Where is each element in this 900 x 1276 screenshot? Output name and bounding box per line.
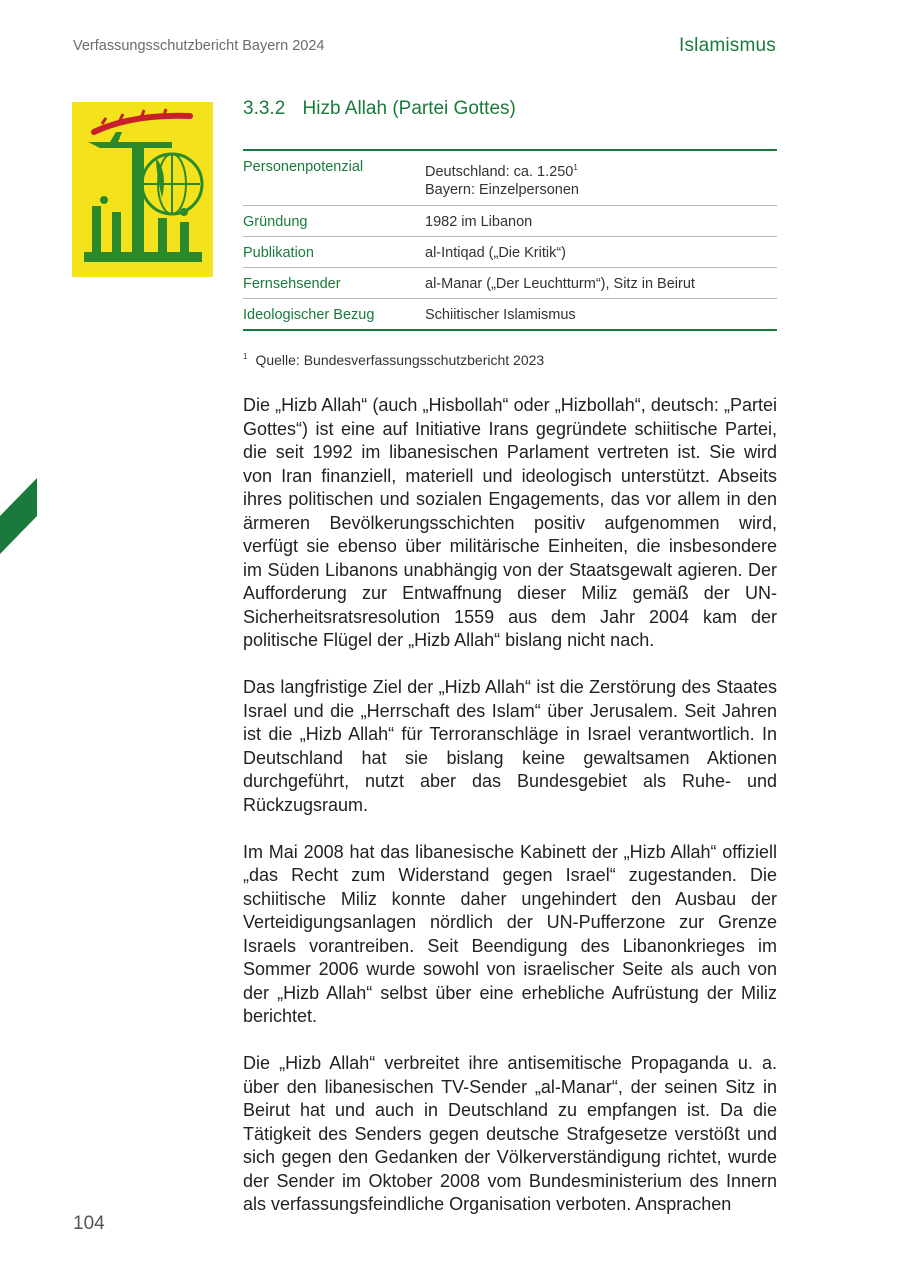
fact-row-gruendung bbox=[243, 206, 777, 237]
fact-value-line: Bayern: Einzelpersonen bbox=[425, 181, 579, 198]
fact-row-personenpotenzial bbox=[243, 151, 777, 206]
footnote-text: Quelle: Bundesverfassungsschutzbericht 2023 bbox=[255, 352, 545, 368]
fact-row-ideologischer-bezug bbox=[243, 299, 777, 329]
fact-table bbox=[243, 149, 777, 331]
fact-label: Fernsehsender bbox=[243, 275, 341, 292]
section-number: 3.3.2 bbox=[243, 98, 286, 119]
footnote bbox=[243, 352, 544, 368]
fact-row-fernsehsender bbox=[243, 268, 777, 299]
page-number: 104 bbox=[73, 1213, 105, 1234]
running-header-title: Verfassungsschutzbericht Bayern 2024 bbox=[73, 38, 325, 54]
fact-value bbox=[425, 159, 579, 199]
paragraph: Die „Hizb Allah“ (auch „Hisbollah“ oder „Hizbollah“, deutsch: „Partei Gottes“) ist eine auf Initiative Irans gegründete schiitische Partei, die seit 1992 im libanesischen Parlament vertreten ist. Sie wird von Iran finanziell, materiell und ideologisch unterstützt. Abseits ihres politischen und sozialen Engagements, das vor allem in den ärmeren Bevölkerungsschichten positiv aufgenommen wird, verfügt sie ebenso über militärische Einheiten, die insbesondere im Süden Libanons unabhängig von der Staatsgewalt agieren. Der Aufforderung zur Entwaffnung dieser Miliz gemäß der UN-Sicherheitsratsresolution 1559 aus dem Jahr 2004 kam der politische Flügel der „Hizb Allah“ bislang nicht nach. bbox=[243, 395, 777, 650]
hizb-allah-flag-image bbox=[72, 102, 213, 277]
fact-row-publikation bbox=[243, 237, 777, 268]
fact-value-line: Deutschland: ca. 1.250 bbox=[425, 163, 574, 180]
paragraph: Die „Hizb Allah“ verbreitet ihre antisemitische Propaganda u. a. über den libanesischen TV-Sender „al-Manar“, der seinen Sitz in Beirut hat und auch in Deutschland zu empfangen ist. Da die Tätigkeit des Senders gegen deutsche Strafgesetze verstößt und sich gegen den Gedanken der Völkerverständigung richtet, wurde der Sender im Oktober 2008 vom Bundesministerium des Innern als verfassungsfeindliche Organisation verboten. Ansprachen bbox=[243, 1053, 777, 1214]
body-text bbox=[243, 394, 777, 1240]
paragraph: Im Mai 2008 hat das libanesische Kabinett der „Hizb Allah“ offiziell „das Recht zum Widerstand gegen Israel“ zugestanden. Die schiitische Miliz konnte daher ungehindert den Ausbau der Verteidigungsanlagen nördlich der UN-Pufferzone zur Grenze Israels vorantreiben. Seit Beendigung des Libanonkrieges im Sommer 2006 wurde sowohl von israelischer Seite als auch von der „Hizb Allah“ selbst über eine erhebliche Aufrüstung der Miliz berichtet. bbox=[243, 841, 777, 1026]
footnote-marker: 1 bbox=[243, 352, 248, 362]
fact-label: Ideologischer Bezug bbox=[243, 306, 375, 323]
fact-label: Personenpotenzial bbox=[243, 159, 364, 175]
fact-label: Gründung bbox=[243, 213, 308, 230]
chapter-title: Islamismus bbox=[678, 35, 776, 56]
fact-value: al-Manar („Der Leuchtturm“), Sitz in Beirut bbox=[425, 275, 695, 292]
fact-value: 1982 im Libanon bbox=[425, 213, 533, 230]
fact-label: Publikation bbox=[243, 244, 314, 261]
paragraph: Das langfristige Ziel der „Hizb Allah“ ist die Zerstörung des Staates Israel und die „Herrschaft des Islam“ über Jerusalem. Seit Jahren ist die „Hizb Allah“ für Terroranschläge in Israel verantwortlich. In Deutschland hat sie bislang keine gewaltsamen Aktionen durchgeführt, nutzt aber das Bundesgebiet als Ruhe- und Rückzugsraum. bbox=[243, 677, 777, 815]
fact-value: Schiitischer Islamismus bbox=[425, 306, 576, 323]
section-title: Hizb Allah (Partei Gottes) bbox=[302, 98, 516, 119]
fact-value: al-Intiqad („Die Kritik“) bbox=[425, 244, 566, 261]
section-heading bbox=[243, 98, 516, 120]
chapter-side-marker bbox=[0, 478, 37, 554]
footnote-ref: 1 bbox=[573, 163, 578, 172]
